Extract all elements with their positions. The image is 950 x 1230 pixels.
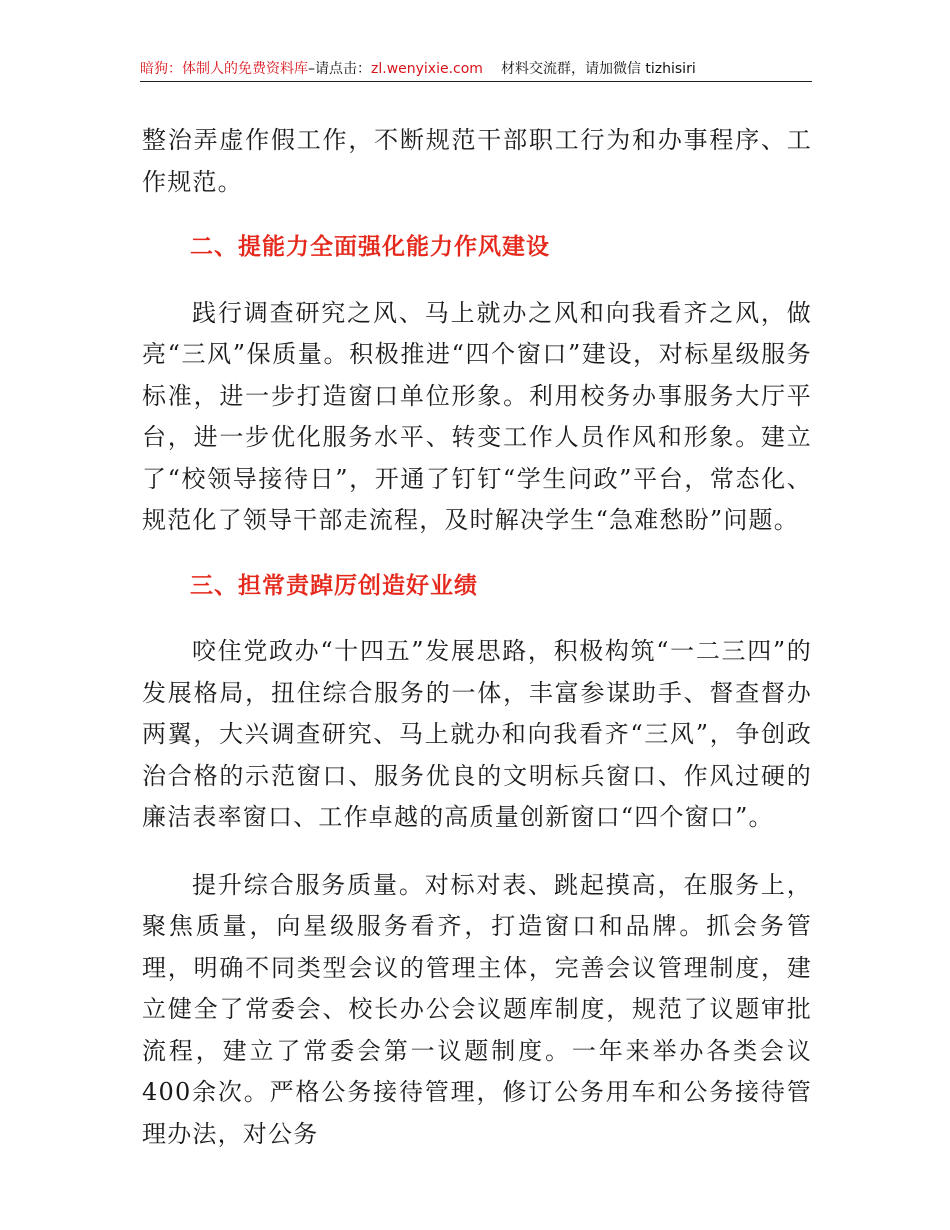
page-header [140, 58, 812, 80]
header-group-text: 材料交流群，请加微信 tizhisiri [500, 61, 696, 77]
section-heading-2: 二、提能力全面强化能力作风建设 [190, 234, 550, 260]
paragraph-development-plan: 咬住党政办“十四五”发展思路，积极构筑“一二三四”的发展格局，扭住综合服务的一体，丰富参谋助手、督查督办两翼，大兴调查研究、马上就办和向我看齐“三风”，争创政治合格的示范窗口、服务优良的文明标兵窗口、作风过硬的廉洁表率窗口、工作卓越的高质量创新窗口“四个窗口”。 [142, 637, 812, 831]
header-url-link[interactable]: zl.wenyixie.com [371, 61, 483, 77]
document-body [142, 120, 812, 1155]
paragraph-continued: 整治弄虚作假工作，不断规范干部职工行为和办事程序、工作规范。 [142, 126, 812, 196]
section-heading-3: 三、担常责踔厉创造好业绩 [190, 572, 478, 599]
header-divider [140, 81, 812, 82]
header-click-prompt: –请点击： [308, 61, 371, 77]
paragraph-service-quality: 提升综合服务质量。对标对表、跳起摸高，在服务上，聚焦质量，向星级服务看齐，打造窗口和品牌。抓会务管理，明确不同类型会议的管理主体，完善会议管理制度，建立健全了常委会、校长办公会议题库制度，规范了议题审批流程，建立了常委会第一议题制度。一年来举办各类会议400余次。严格公务接待管理，修订公务用车和公务接待管理办法，对公务 [142, 870, 812, 1148]
paragraph-style-building: 践行调查研究之风、马上就办之风和向我看齐之风，做亮“三风”保质量。积极推进“四个窗口”建设，对标星级服务标准，进一步打造窗口单位形象。利用校务办事服务大厅平台，进一步优化服务水平、转变工作人员作风和形象。建立了“校领导接待日”，开通了钉钉“学生问政”平台，常态化、规范化了领导干部走流程，及时解决学生“急难愁盼”问题。 [142, 298, 812, 534]
header-site-label: 暗狗：体制人的免费资料库 [140, 61, 308, 77]
